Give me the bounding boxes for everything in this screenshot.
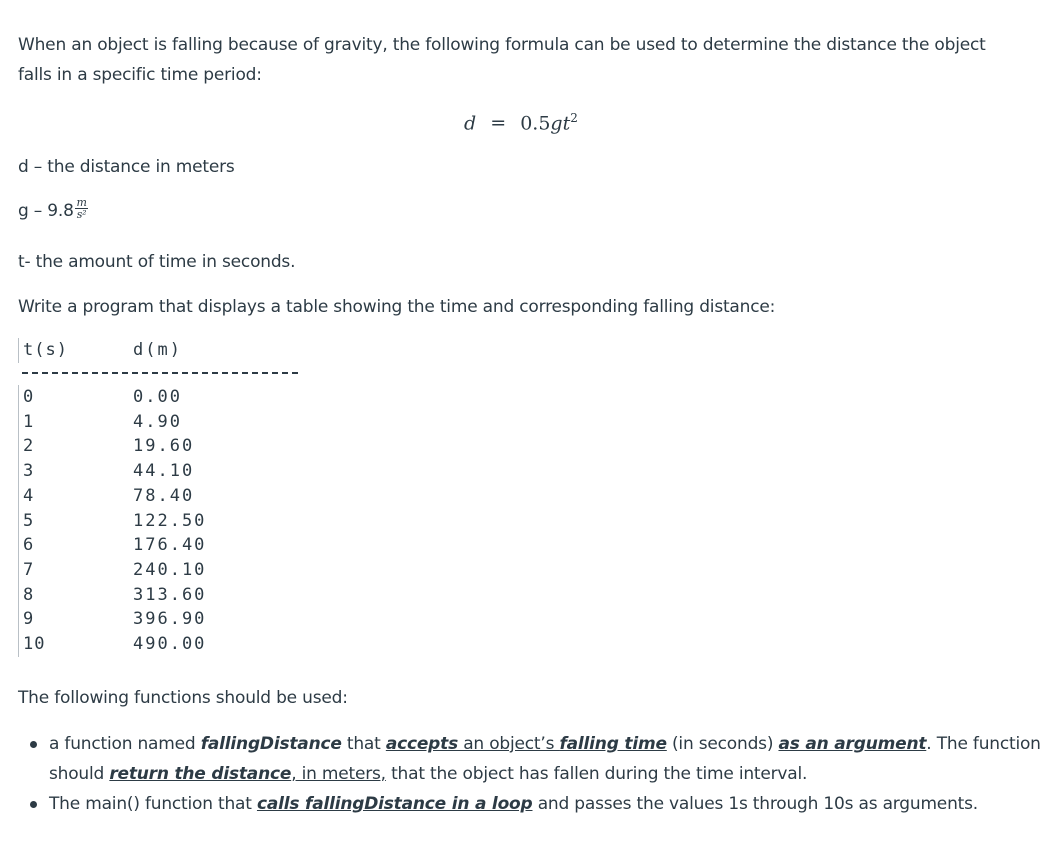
intro-line-1: When an object is falling because of gravity, the following formula can be used to determine the distance the object [18, 35, 986, 55]
calls-loop-emphasis: calls fallingDistance in a loop [256, 794, 533, 814]
cell-time: 9 [23, 609, 35, 630]
cell-time: 3 [23, 461, 35, 482]
def-d: d – the distance in meters [18, 157, 235, 177]
def-g [18, 195, 88, 221]
intro-line-2: falls in a specific time period: [18, 65, 262, 85]
cell-time: 4 [23, 485, 35, 506]
accepts-emphasis: accepts [385, 734, 458, 754]
cell-time: 10 [23, 634, 46, 654]
bullet-1-text: that [341, 734, 386, 754]
formula-g: g [550, 112, 563, 135]
as-argument-emphasis: as an argument [778, 734, 927, 754]
cell-time: 0 [23, 387, 35, 407]
cell-distance: 4.90 [133, 411, 182, 432]
table-divider [22, 372, 298, 374]
table-header-time: t(s) [23, 340, 68, 360]
cell-distance: 176.40 [133, 535, 207, 556]
bullet-2 [49, 794, 978, 814]
cell-time: 8 [23, 584, 35, 605]
falling-time-emphasis: falling time [559, 734, 667, 754]
cell-time: 2 [23, 436, 35, 457]
table-body [18, 385, 319, 657]
bullet-dot [30, 801, 37, 808]
bullet-1-text: (in seconds) [666, 734, 779, 754]
def-g-unit-num: m [76, 195, 87, 209]
def-g-unit-fraction [75, 197, 89, 220]
bullet-2-text: and passes the values 1s through 10s as arguments. [532, 794, 978, 814]
bullet-1-text: , in meters, [291, 764, 386, 784]
cell-distance: 396.90 [133, 609, 207, 630]
formula-exponent: 2 [570, 111, 578, 125]
bullet-1-line-1 [49, 734, 1041, 754]
cell-time: 6 [23, 535, 35, 556]
cell-distance: 19.60 [133, 436, 195, 457]
functions-heading: The following functions should be used: [18, 688, 348, 708]
bullet-dot [30, 741, 37, 748]
bullet-1-text: that the object has fallen during the time interval. [385, 764, 808, 784]
table-header-distance: d(m) [133, 340, 182, 360]
formula [464, 111, 578, 134]
bullet-1-line-2 [49, 764, 807, 784]
def-g-unit-den: s² [76, 207, 87, 221]
cell-distance: 44.10 [133, 461, 195, 482]
cell-distance: 78.40 [133, 485, 195, 506]
cell-time: 1 [23, 411, 35, 432]
formula-lhs: d [464, 112, 477, 135]
def-t: t- the amount of time in seconds. [18, 252, 296, 272]
formula-coefficient: 0.5 [520, 112, 551, 135]
formula-equals: = [490, 112, 507, 135]
bullet-2-text: The main() function that [49, 794, 257, 814]
cell-distance: 122.50 [133, 510, 207, 531]
bullet-1-text: should [49, 764, 110, 784]
cell-distance: 490.00 [133, 634, 207, 654]
bullet-1-text: . The function [926, 734, 1041, 754]
cell-distance: 313.60 [133, 584, 207, 605]
cell-time: 5 [23, 510, 35, 531]
bullet-1-text: a function named [49, 734, 201, 754]
bullet-1-text: an object’s [458, 734, 560, 754]
return-emphasis: return the distance [109, 764, 292, 784]
def-g-prefix: g – 9.8 [18, 201, 74, 221]
table-header [18, 338, 319, 363]
formula-t: t [562, 112, 571, 135]
function-name: fallingDistance [200, 734, 342, 754]
cell-distance: 0.00 [133, 387, 182, 407]
cell-distance: 240.10 [133, 559, 207, 580]
task-text: Write a program that displays a table showing the time and corresponding falling distance: [18, 297, 776, 317]
cell-time: 7 [23, 559, 35, 580]
